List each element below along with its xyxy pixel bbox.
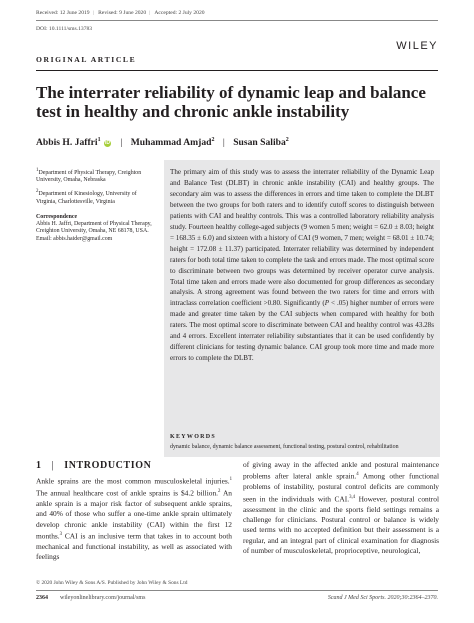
footer-divider bbox=[36, 590, 438, 591]
publisher-logo: WILEY bbox=[396, 40, 438, 52]
author-affil-sup: 1 bbox=[97, 137, 101, 143]
author-separator: | bbox=[120, 137, 123, 149]
section-heading-introduction: 1 | INTRODUCTION bbox=[36, 460, 152, 471]
correspondence-email[interactable]: Email: abbis.haider@gmail.com bbox=[36, 235, 113, 242]
abstract-text: The primary aim of this study was to assess the interrater reliability of the Dynamic Leap and Balance Test (DLBT) in chronic ankle instability (CAI) and healthy groups. The secondary aim was to assess the differences in errors and time taken to complete the DLBT between the two groups for both raters and to identify cutoff scores to distinguish between patients with CAI and healthy controls. This was a controlled laboratory reliability analysis study. Fourteen healthy college-aged subjects (9 women 5 men; weight = 62.0 ± 8.03; height = 168.35 ± 6.0) and sixteen with a history of CAI (9 women, 7 men; weight = 68.01 ± 10.74; height = 172.08 ± 11.37) participated. Interrater reliability was determined by independent raters for both total time taken to complete the task and errors made. The most optimal score to discriminate between two groups was determined by receiver operator curve analysis. Total time taken and errors made were also documented for group differences as secondary analysis. A strong agreement was found between the two raters for time and errors with intraclass correlation coefficient >0.80. Significantly (P < .05) higher number of errors were made and greater time taken by the CAI subjects when compared with healthy for both raters. The most optimal score to discriminate between CAI and healthy control was 43.28s and 4 errors. Excellent interrater reliability substantiates that it can be used confidently by different clinicians for testing dynamic balance. CAI group took more time and made more errors to complete the DLBT. bbox=[170, 168, 435, 363]
keywords-list: dynamic balance, dynamic balance assessment, functional testing, postural control, rehabilitation bbox=[170, 444, 399, 450]
author-list bbox=[36, 137, 289, 148]
affiliation-2: $^2$Department of Kinesiology, University of Virginia, Charlottesville, Virginia bbox=[36, 189, 137, 205]
citation-sup[interactable]: 1 bbox=[229, 477, 232, 482]
received-dates-line: Received: 12 June 2019 | Revised: 9 June 2020 | Accepted: 2 July 2020 bbox=[36, 10, 205, 16]
orcid-icon[interactable]: iD bbox=[104, 140, 110, 147]
keywords-heading: KEYWORDS bbox=[170, 434, 217, 440]
section-number: 1 bbox=[36, 460, 42, 471]
p-symbol: P bbox=[324, 299, 330, 308]
author-separator: | bbox=[222, 137, 225, 149]
author-affil-sup: 2 bbox=[211, 137, 215, 143]
received-date: Received: 12 June 2019 bbox=[36, 10, 90, 16]
paper-title: The interrater reliability of dynamic leap and balance test in healthy and chronic ankle instability bbox=[36, 83, 426, 121]
copyright-notice: © 2020 John Wiley & Sons A/S. Published by John Wiley & Sons Ltd bbox=[36, 580, 188, 586]
citation-sup[interactable]: 3,4 bbox=[349, 494, 356, 500]
correspondence-block bbox=[36, 214, 156, 243]
section-title: INTRODUCTION bbox=[64, 460, 152, 471]
author-affil-sup: 2 bbox=[285, 137, 289, 143]
intro-right-column: of giving away in the affected ankle and postural maintenance problems after lateral ankle sprain.$^4$ Among other functional problems of instability, postural control deficits are commonly seen in the individuals with CAI.$^{3,4}$ However, postural control assessment in the clinic and the sports field settings remains a challenge for clinicians. Postural control or balance is widely used terms with no accepted definition but their assessment is a regular, and an integral part of clinical examination for diagnosis of number of musculoskeletal, proprioceptive, neurological, bbox=[243, 460, 439, 556]
revised-date: Revised: 9 June 2020 bbox=[98, 10, 147, 16]
affiliation-1: $^1$Department of Physical Therapy, Creighton University, Omaha, Nebraska bbox=[36, 168, 142, 184]
journal-citation: Scand J Med Sci Sports. 2020;30:2364–2370. bbox=[327, 595, 438, 601]
title-divider bbox=[36, 70, 438, 71]
doi: DOI: 10.1111/sms.13783 bbox=[36, 26, 93, 32]
journal-url[interactable]: wileyonlinelibrary.com/journal/sms bbox=[60, 595, 146, 601]
correspondence-address: Abbis H. Jaffri, Department of Physical Therapy, Creighton University, Omaha, NE 68178, USA. bbox=[36, 221, 152, 235]
header-divider bbox=[36, 20, 438, 21]
citation-sup[interactable]: 2 bbox=[218, 488, 221, 494]
author-name: Abbis H. Jaffri bbox=[36, 137, 98, 149]
page-number: 2364 bbox=[36, 595, 48, 601]
article-type: ORIGINAL ARTICLE bbox=[36, 55, 137, 64]
correspondence-heading: Correspondence bbox=[36, 214, 78, 220]
citation-sup[interactable]: 3 bbox=[59, 531, 63, 537]
author-name: Muhammad Amjad bbox=[130, 137, 212, 149]
intro-left-column: Ankle sprains are the most common musculoskeletal injuries.$^1$ The annual healthcare cost of ankle sprains is $4.2 billion.$^2$ An ankle sprain is a major risk factor of subsequent ankle sprains, and 40% of those who suffer a one-time ankle sprain ultimately develop chronic ankle instability (CAI) within the first 12 months.$^3$ CAI is an inclusive term that takes in to account both mechanical and functional instability, as well as associated with feelings bbox=[36, 476, 232, 562]
author-name: Susan Saliba bbox=[233, 137, 286, 149]
citation-sup[interactable]: 4 bbox=[356, 472, 359, 478]
accepted-date: Accepted: 2 July 2020 bbox=[154, 10, 205, 16]
affiliations bbox=[36, 167, 156, 210]
